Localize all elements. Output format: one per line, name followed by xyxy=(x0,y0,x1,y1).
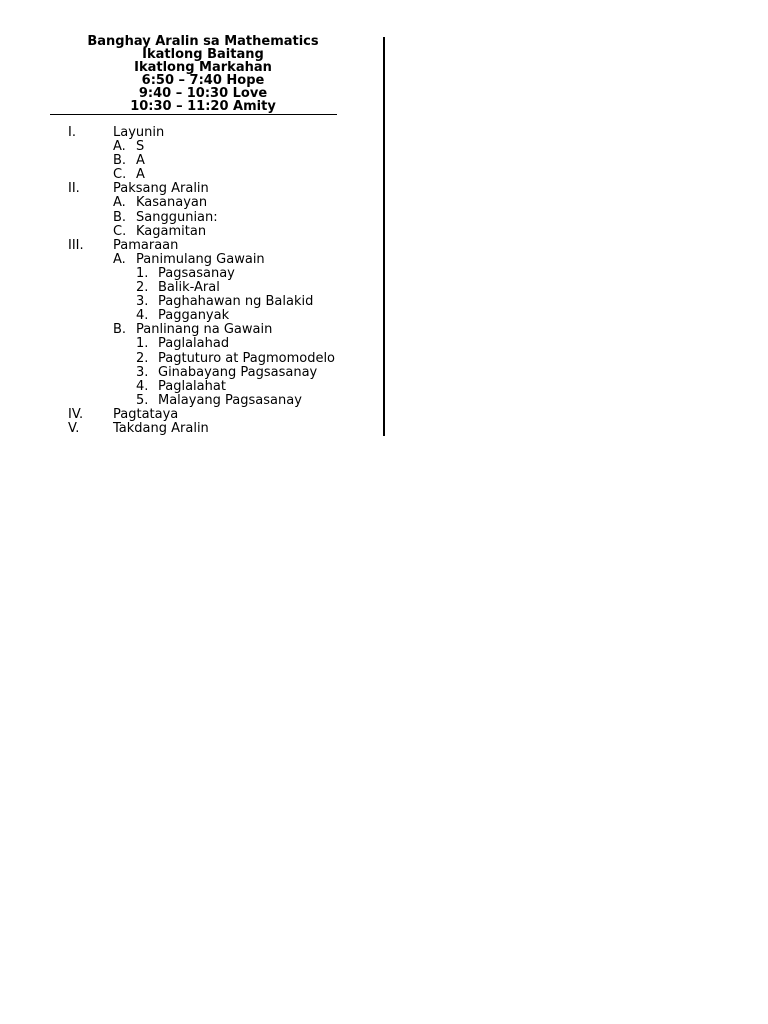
subitem-label: Pagganyak xyxy=(158,308,230,324)
outline-item xyxy=(0,323,380,337)
outline-subitem xyxy=(0,295,380,309)
outline-section-layunin xyxy=(0,126,380,140)
subitem-label: Paghahawan ng Balakid xyxy=(158,294,314,310)
section-marker: V. xyxy=(68,420,80,436)
subitem-label: Paglalahad xyxy=(158,336,230,352)
schedule-hope: 6:50 – 7:40 Hope xyxy=(141,73,265,88)
quarter: Ikatlong Markahan xyxy=(134,60,272,75)
section-label: Pamaraan xyxy=(113,237,179,253)
section-label: Layunin xyxy=(113,125,165,140)
outline-subitem xyxy=(0,380,380,394)
outline-item xyxy=(0,253,380,267)
outline-item xyxy=(0,154,380,168)
lesson-plan-header xyxy=(50,35,356,113)
subitem-label: Malayang Pagsasanay xyxy=(158,392,302,408)
outline-subitem xyxy=(0,337,380,351)
item-marker: B. xyxy=(113,322,127,338)
header-underline xyxy=(50,114,337,115)
item-label: Kagamitan xyxy=(136,223,207,239)
item-label: Panlinang na Gawain xyxy=(136,322,273,338)
item-label: A xyxy=(136,167,145,183)
item-marker: A. xyxy=(113,195,126,211)
outline-section-paksang-aralin xyxy=(0,182,380,196)
item-marker: C. xyxy=(113,223,127,239)
item-label: Panimulang Gawain xyxy=(136,251,265,267)
subitem-marker: 2. xyxy=(136,350,149,366)
outline-subitem xyxy=(0,394,380,408)
subitem-marker: 4. xyxy=(136,378,149,394)
item-label: Sanggunian: xyxy=(136,209,218,225)
outline-subitem xyxy=(0,366,380,380)
outline-item xyxy=(0,196,380,210)
schedule-amity: 10:30 – 11:20 Amity xyxy=(130,99,276,114)
subitem-marker: 1. xyxy=(136,336,149,352)
item-label: A xyxy=(136,153,145,169)
subitem-marker: 3. xyxy=(136,294,149,310)
subitem-marker: 1. xyxy=(136,265,149,281)
section-label: Pagtataya xyxy=(113,406,179,422)
outline-item xyxy=(0,211,380,225)
outline-subitem xyxy=(0,352,380,366)
item-marker: A. xyxy=(113,251,126,267)
subitem-label: Pagsasanay xyxy=(158,265,235,281)
subitem-marker: 3. xyxy=(136,364,149,380)
outline-subitem xyxy=(0,309,380,323)
lesson-plan-title: Banghay Aralin sa Mathematics xyxy=(87,34,319,49)
subitem-marker: 5. xyxy=(136,392,149,408)
section-label: Paksang Aralin xyxy=(113,181,209,197)
subitem-label: Ginabayang Pagsasanay xyxy=(158,364,318,380)
subitem-marker: 4. xyxy=(136,308,149,324)
column-divider-line xyxy=(383,37,385,436)
section-marker: II. xyxy=(68,181,80,197)
outline-section-pamaraan xyxy=(0,239,380,253)
outline-section-takdang-aralin xyxy=(0,422,380,436)
item-label: Kasanayan xyxy=(136,195,208,211)
grade-level: Ikatlong Baitang xyxy=(142,47,264,62)
section-marker: IV. xyxy=(68,406,84,422)
subitem-marker: 2. xyxy=(136,280,149,296)
outline-subitem xyxy=(0,281,380,295)
item-marker: B. xyxy=(113,153,127,169)
subitem-label: Pagtuturo at Pagmomodelo xyxy=(158,350,336,366)
item-marker: A. xyxy=(113,139,126,155)
lesson-outline xyxy=(0,126,380,436)
subitem-label: Paglalahat xyxy=(158,378,226,394)
schedule-love: 9:40 – 10:30 Love xyxy=(138,86,268,101)
outline-item xyxy=(0,225,380,239)
outline-item xyxy=(0,140,380,154)
section-marker: III. xyxy=(68,237,84,253)
item-label: S xyxy=(136,139,145,155)
outline-section-pagtataya xyxy=(0,408,380,422)
outline-subitem xyxy=(0,267,380,281)
item-marker: C. xyxy=(113,167,127,183)
outline-item xyxy=(0,168,380,182)
section-label: Takdang Aralin xyxy=(113,420,209,436)
subitem-label: Balik-Aral xyxy=(158,280,220,296)
item-marker: B. xyxy=(113,209,127,225)
section-marker: I. xyxy=(68,125,76,140)
